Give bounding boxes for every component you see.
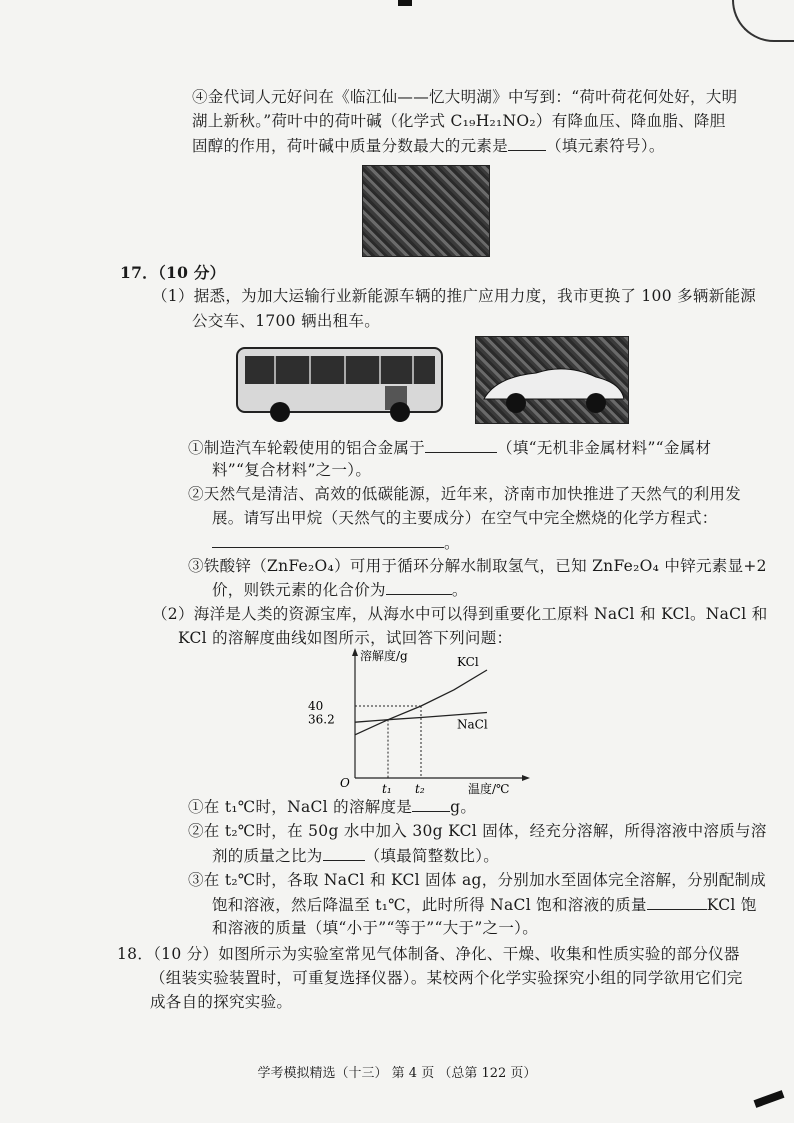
scan-mark — [398, 0, 412, 6]
q17-s1-line1 — [188, 436, 711, 459]
q17-s3-line1: ③铁酸锌（ZnFe₂O₄）可用于循环分解水制取氢气，已知 ZnFe₂O₄ 中锌元素显+2 — [188, 557, 767, 575]
q17-c1-text: ①在 t₁℃时，NaCl 的溶解度是 — [188, 798, 413, 816]
q17-c3-text: 饱和溶液，然后降温至 t₁℃，此时所得 NaCl 饱和溶液的质量 — [212, 896, 647, 914]
answer-blank[interactable] — [647, 893, 707, 910]
solubility-chart — [300, 645, 540, 795]
q17-c2-text: 剂的质量之比为 — [212, 847, 323, 865]
x-axis-label: 温度/℃ — [468, 782, 510, 795]
answer-blank[interactable] — [212, 531, 444, 548]
scan-corner-mark — [732, 0, 794, 42]
q16-item4-line3 — [192, 134, 665, 157]
lotus-photo — [362, 165, 490, 257]
q17-s1-line2: 料”“复合材料”之一）。 — [212, 461, 372, 479]
q18-line2: （组装实验装置时，可重复选择仪器）。某校两个化学实验探究小组的同学欲用它们完 — [150, 969, 743, 987]
q17-c3-line1: ③在 t₂℃时，各取 NaCl 和 KCl 固体 ag，分别加水至固体完全溶解，分别配制成 — [188, 871, 767, 889]
q18-line1: 18．（10 分）如图所示为实验室常见气体制备、净化、干燥、收集和性质实验的部分仪器 — [117, 945, 740, 963]
bus-photo — [235, 340, 449, 426]
q17-p1-line2: 公交车、1700 辆出租车。 — [192, 312, 381, 330]
answer-blank[interactable] — [412, 795, 450, 812]
q17-c2-line1: ②在 t₂℃时，在 50g 水中加入 30g KCl 固体，经充分溶解，所得溶液中溶质与溶 — [188, 822, 767, 840]
q17-c2-tail: （填最简整数比）。 — [364, 847, 500, 865]
q17-s2-line3 — [212, 531, 460, 554]
q16-item4-line2: 湖上新秋。”荷叶中的荷叶碱（化学式 C₁₉H₂₁NO₂）有降血压、降血脂、降胆 — [192, 112, 726, 130]
q17-s2-line1: ②天然气是清洁、高效的低碳能源，近年来，济南市加快推进了天然气的利用发 — [188, 485, 742, 503]
y-axis-label: 溶解度/g — [360, 649, 408, 663]
q17-c2-line2 — [212, 844, 499, 867]
q18-line3: 成各自的探究实验。 — [150, 993, 293, 1011]
page-footer: 学考模拟精选（十三） 第 4 页 （总第 122 页） — [257, 1066, 537, 1081]
x-tick-label: t₁ — [382, 782, 392, 795]
car-shape — [476, 337, 628, 423]
q17-s3-text: 价，则铁元素的化合价为 — [212, 581, 386, 599]
series-label-nacl: NaCl — [457, 717, 488, 732]
taxi-photo — [475, 336, 629, 424]
q17-p1-line1: （1）据悉，为加大运输行业新能源车辆的推广应用力度，我市更换了 100 多辆新能源 — [152, 287, 757, 305]
q17-s1-text: ①制造汽车轮毂使用的铝合金属于 — [188, 439, 426, 457]
series-label-kcl: KCl — [457, 655, 479, 669]
origin-label: O — [340, 776, 350, 790]
q17-c3-tail: KCl 饱 — [706, 896, 757, 914]
q17-p2-line1: （2）海洋是人类的资源宝库，从海水中可以得到重要化工原料 NaCl 和 KCl。NaCl 和 — [152, 605, 768, 623]
answer-blank[interactable] — [508, 134, 546, 151]
chart-marks — [308, 655, 488, 795]
y-tick-label: 40 — [308, 699, 324, 713]
q17-c1-line — [188, 795, 476, 818]
q17-s2-line2: 展。请写出甲烷（天然气的主要成分）在空气中完全燃烧的化学方程式： — [212, 509, 718, 527]
q17-s2-period: 。 — [444, 534, 460, 552]
q17-s3-line2 — [212, 578, 468, 601]
q17-s1-tail: （填“无机非金属材料”“金属材 — [497, 439, 712, 457]
x-tick-label: t₂ — [415, 782, 425, 795]
answer-blank[interactable] — [386, 578, 452, 595]
q17-s3-tail: 。 — [451, 581, 468, 599]
q17-c3-line2 — [212, 893, 757, 916]
scan-corner-mark-bottom — [754, 1090, 785, 1108]
q16-item4-line1: ④金代词人元好问在《临江仙——忆大明湖》中写到：“荷叶荷花何处好，大明 — [192, 88, 738, 106]
q17-p2-line2: KCl 的溶解度曲线如图所示，试回答下列问题： — [178, 629, 513, 647]
answer-blank[interactable] — [323, 844, 365, 861]
x-axis-arrow — [522, 775, 530, 781]
q17-c3-line3: 和溶液的质量（填“小于”“等于”“大于”之一）。 — [212, 919, 538, 937]
y-axis-arrow — [352, 648, 358, 656]
answer-blank[interactable] — [425, 436, 497, 453]
q17-header: 17．（10 分） — [120, 263, 226, 282]
q16-item4-tail: （填元素符号）。 — [546, 137, 665, 155]
q17-c1-tail: g。 — [450, 798, 477, 816]
y-tick-label: 36.2 — [308, 712, 335, 727]
q16-item4-text: 固醇的作用，荷叶碱中质量分数最大的元素是 — [192, 137, 509, 155]
